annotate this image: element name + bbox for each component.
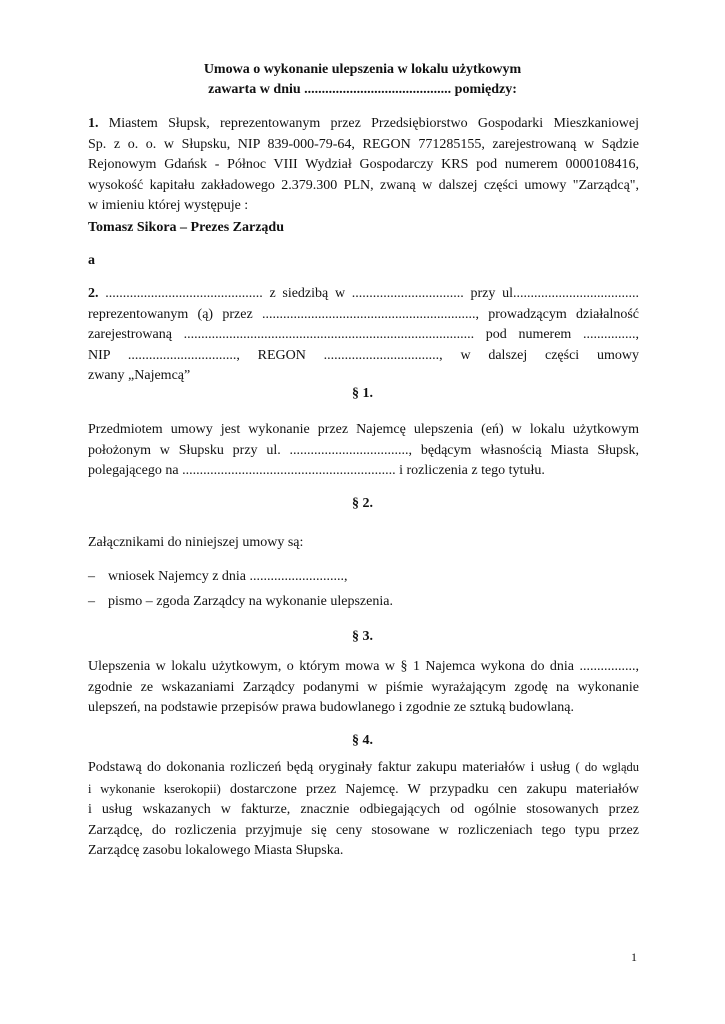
section-4-line: i usług wskazanych w fakturze, znacznie odbiegających od ogólnie stosowanych przez <box>88 802 639 817</box>
party-1-line: Sp. z o. o. w Słupsku, NIP 839-000-79-64, REGON 771285155, zarejestrowaną w Sądzie <box>88 136 639 152</box>
section-4-heading: § 4. <box>352 733 373 748</box>
section-4-line: Zarządcę, do rozliczenia przyjmuje się ceny stosowane w rozliczeniach tego typu przez <box>88 822 639 838</box>
party-1-line: 1. Miastem Słupsk, reprezentowanym przez Przedsiębiorstwo Gospodarki Mieszkaniowej <box>88 116 639 131</box>
document-subtitle: zawarta w dniu .......................................... pomiędzy: <box>208 82 517 97</box>
party-1-line: Rejonowym Gdańsk - Północ VIII Wydział Gospodarczy KRS pod numerem 0000108416, <box>88 157 639 172</box>
party-2-paragraph <box>88 284 639 387</box>
section-2-intro: Załącznikami do niniejszej umowy są: <box>88 535 304 550</box>
section-4-paragraph <box>88 757 639 862</box>
section-3-heading: § 3. <box>352 629 373 644</box>
party-2-line: 2. ............................................. z siedzibą w ................................ przy ul.................................... <box>88 286 639 301</box>
party-2-line: zarejestrowaną ................................................................................... pod numerem ..............., <box>88 327 639 342</box>
section-4-line: Podstawą do dokonania rozliczeń będą oryginały faktur zakupu materiałów i usług ( do wglądu <box>88 760 639 775</box>
conjunction-a: a <box>88 253 95 268</box>
attachment-item: – wniosek Najemcy z dnia ..........................., <box>88 569 348 584</box>
section-2-heading: § 2. <box>352 496 373 511</box>
section-3-line: Ulepszenia w lokalu użytkowym, o którym mowa w § 1 Najemca wykona do dnia ................, <box>88 659 639 674</box>
party-2-line: NIP ..............................., REGON ................................., w dalszej części umowy <box>88 347 639 363</box>
section-1-line: położonym w Słupsku przy ul. .................................., będącym własnością Miasta Słupsk, <box>88 442 639 458</box>
section-3-line: ulepszeń, na podstawie przepisów prawa budowlanego i zgodnie ze sztuką budowlaną. <box>88 700 574 715</box>
dash-bullet-icon: – <box>88 594 95 609</box>
attachment-item: – pismo – zgoda Zarządcy na wykonanie ulepszenia. <box>88 594 393 609</box>
section-3-line: zgodnie ze wskazaniami Zarządcy podanymi w piśmie wyrażającym zgodę na wykonanie <box>88 679 639 695</box>
party-2-line: reprezentowanym (ą) przez ............................................................., prowadzącym działalność <box>88 306 639 322</box>
section-1-line: polegającego na ............................................................. i rozliczenia z tego tytułu. <box>88 463 545 478</box>
document-title: Umowa o wykonanie ulepszenia w lokalu użytkowym <box>203 62 522 77</box>
section-1-line: Przedmiotem umowy jest wykonanie przez Najemcę ulepszenia (eń) w lokalu użytkowym <box>88 422 639 437</box>
section-1-heading: § 1. <box>352 386 373 401</box>
section-1-paragraph <box>88 420 639 482</box>
party-1-line: wysokość kapitału zakładowego 2.379.300 PLN, zwaną w dalszej części umowy "Zarządcą", <box>88 177 639 193</box>
party-1-number: 1. <box>88 116 99 131</box>
dash-bullet-icon: – <box>88 569 95 584</box>
section-4-line: i wykonanie kserokopii) dostarczone przez Najemcę. W przypadku cen zakupu materiałów <box>88 781 640 797</box>
section-3-paragraph <box>88 657 639 719</box>
signatory: Tomasz Sikora – Prezes Zarządu <box>88 220 284 235</box>
page-number: 1 <box>631 950 637 964</box>
party-1-paragraph <box>88 114 639 217</box>
party-2-number: 2. <box>88 286 99 301</box>
party-1-line: w imieniu której występuje : <box>88 198 249 213</box>
party-2-line: zwany „Najemcą” <box>88 368 191 383</box>
section-4-line: Zarządcę zasobu lokalowego Miasta Słupska. <box>88 843 344 858</box>
